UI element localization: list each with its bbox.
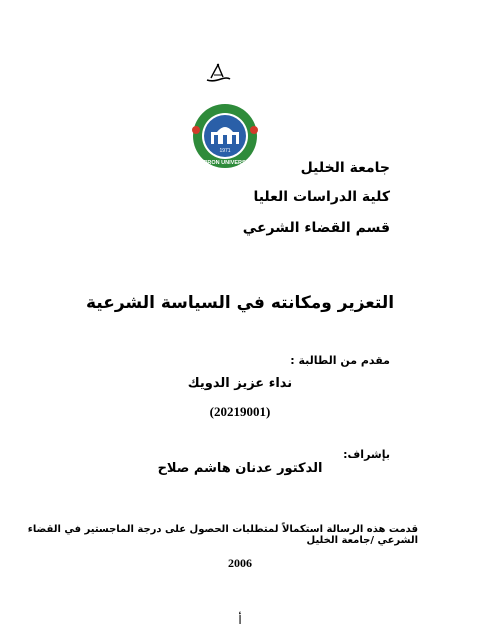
submission-year: 2006 (228, 556, 252, 570)
thesis-title: التعزير ومكانته في السياسة الشرعية (85, 293, 395, 313)
student-id: (20219001) (209, 404, 271, 419)
submission-statement: قدمت هذه الرسالة استكمالاً لمتطلبات الحصول على درجة الماجستير في القضاء الشرعي /جامعة الخليل (27, 524, 418, 546)
page-number: أ (238, 613, 242, 627)
presented-by-label: مقدم من الطالبة : (290, 354, 390, 367)
supervision-label: بإشراف: (343, 448, 390, 461)
basmala-calligraphy (203, 62, 233, 84)
university-name: جامعة الخليل (300, 160, 390, 176)
university-logo (184, 100, 266, 170)
department-name: قسم القضاء الشرعي (242, 220, 390, 236)
college-name: كلية الدراسات العليا (253, 189, 390, 205)
student-name: نداء عزيز الدويك (187, 376, 293, 391)
logo-year: 1971 (219, 148, 231, 154)
logo-english-name: HEBRON UNIVERSITY (195, 160, 255, 166)
supervisor-name: الدكتور عدنان هاشم صلاح (157, 461, 323, 476)
